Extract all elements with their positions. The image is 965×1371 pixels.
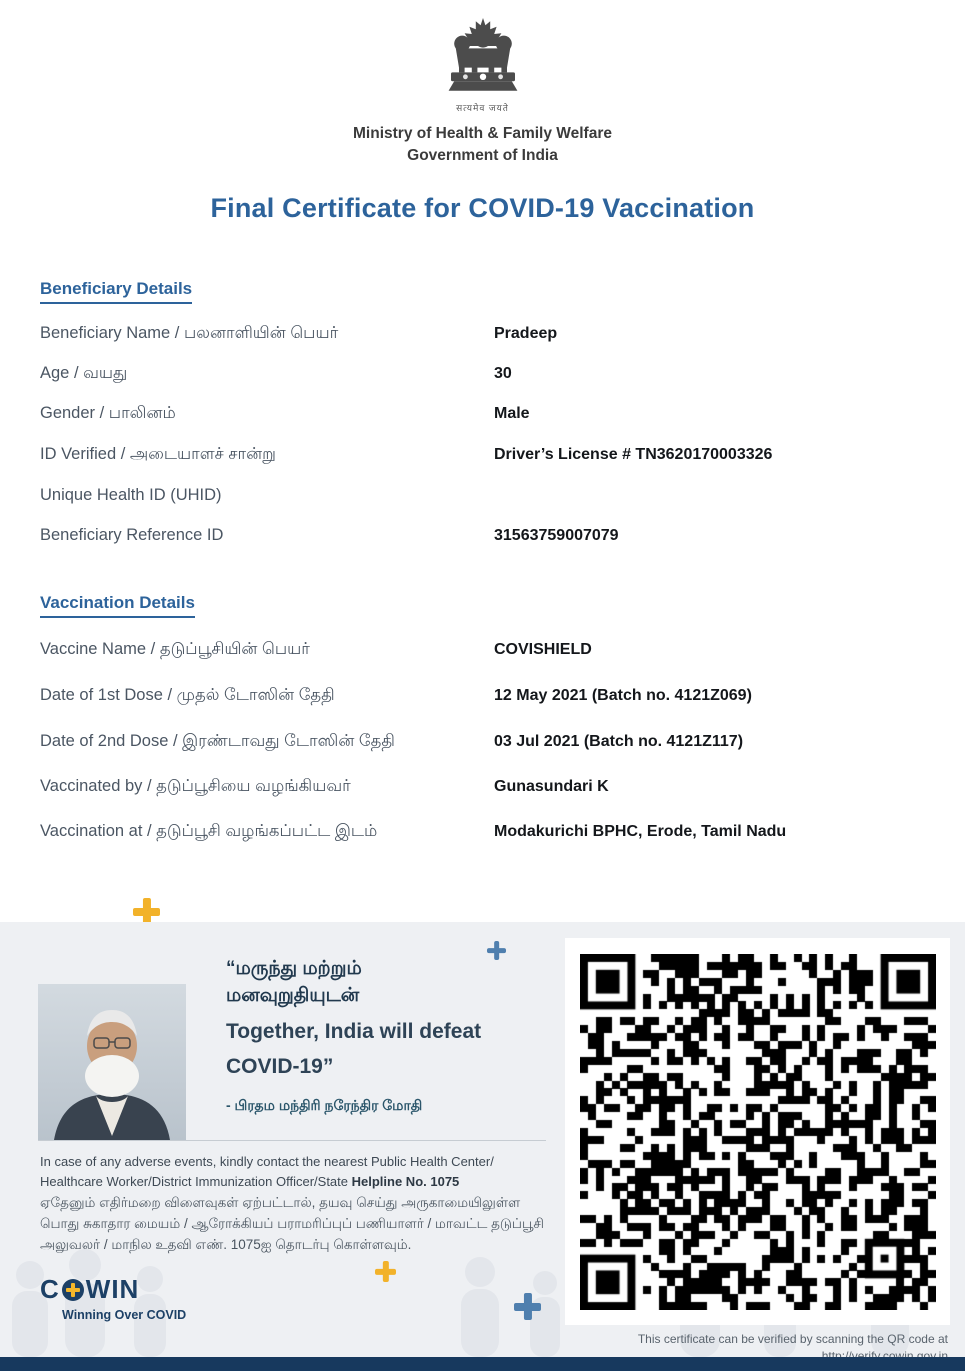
field-label: Vaccination at / தடுப்பூசி வழங்கப்பட்ட இடம்	[40, 822, 378, 840]
field-value: Modakurichi BPHC, Erode, Tamil Nadu	[494, 823, 787, 840]
divider-line	[38, 1140, 546, 1141]
plus-decoration-icon	[487, 941, 506, 960]
beneficiary-row	[0, 324, 965, 350]
vaccination-row	[0, 822, 965, 848]
field-value: 03 Jul 2021 (Batch no. 4121Z117)	[494, 733, 744, 750]
emblem-motto: सत्यमेव जयते	[456, 103, 509, 113]
adverse-events-notice-en	[40, 1152, 508, 1191]
beneficiary-row	[0, 486, 965, 512]
national-emblem-icon	[435, 16, 531, 100]
beneficiary-details-heading: Beneficiary Details	[40, 279, 192, 304]
field-label: Unique Health ID (UHID)	[40, 486, 222, 504]
quote-english-line2: COVID-19”	[226, 1054, 334, 1078]
field-label: Age / வயது	[40, 364, 128, 382]
quote-tamil-line2: மனவுறுதியுடன்	[226, 984, 360, 1006]
cowin-tagline: Winning Over COVID	[62, 1308, 187, 1322]
vaccination-row	[0, 686, 965, 712]
plus-decoration-icon	[133, 898, 160, 925]
field-label: Beneficiary Reference ID	[40, 526, 224, 544]
field-value: COVISHIELD	[494, 641, 592, 658]
ministry-line2: Government of India	[407, 146, 558, 164]
cowin-plus-icon	[62, 1279, 84, 1301]
qr-code	[580, 954, 936, 1310]
certificate-header	[0, 16, 965, 166]
field-label: Vaccinated by / தடுப்பூசியை வழங்கியவர்	[40, 777, 351, 795]
vaccination-row	[0, 777, 965, 803]
ministry-line1: Ministry of Health & Family Welfare	[353, 125, 612, 142]
field-value: 12 May 2021 (Batch no. 4121Z069)	[494, 687, 752, 704]
plus-decoration-icon	[514, 1293, 541, 1320]
field-label: Beneficiary Name / பலனாளியின் பெயர்	[40, 324, 339, 342]
pm-quote	[226, 956, 556, 1116]
vaccination-details-heading: Vaccination Details	[40, 593, 195, 618]
beneficiary-row	[0, 445, 965, 471]
footer-banner	[0, 922, 965, 1357]
field-value: Pradeep	[494, 325, 558, 342]
qr-code-panel	[565, 938, 950, 1325]
beneficiary-row	[0, 364, 965, 390]
pm-photo	[38, 984, 186, 1140]
beneficiary-row	[0, 526, 965, 552]
cowin-logo-win: WIN	[85, 1274, 140, 1304]
field-value: 31563759007079	[494, 527, 619, 544]
quote-tamil-line1: “மருந்து மற்றும்	[226, 958, 362, 979]
beneficiary-row	[0, 404, 965, 430]
field-label: Date of 1st Dose / முதல் டோஸின் தேதி	[40, 686, 335, 704]
footer-bar	[0, 1357, 965, 1371]
certificate-title: Final Certificate for COVID-19 Vaccination	[210, 193, 755, 223]
quote-attribution: - பிரதம மந்திரி நரேந்திர மோதி	[226, 1097, 423, 1114]
plus-decoration-icon	[375, 1261, 396, 1282]
adverse-en-text: In case of any adverse events, kindly contact the nearest Public Health Center/ Healthcare Worker/District Immunization Officer/State	[40, 1154, 494, 1189]
field-value: Driver’s License # TN3620170003326	[494, 446, 773, 463]
field-label: Date of 2nd Dose / இரண்டாவது டோஸின் தேதி	[40, 732, 395, 750]
quote-english	[226, 1015, 556, 1084]
quote-english-line1: Together, India will defeat	[226, 1020, 482, 1044]
qr-caption-line1: This certificate can be verified by scanning the QR code at	[637, 1332, 948, 1346]
field-value: Male	[494, 405, 530, 422]
field-label: Vaccine Name / தடுப்பூசியின் பெயர்	[40, 640, 310, 658]
helpline-number: Helpline No. 1075	[351, 1173, 460, 1189]
cowin-logo	[40, 1274, 186, 1322]
cowin-logo-c: C	[40, 1274, 60, 1304]
field-label: Gender / பாலினம்	[40, 404, 176, 422]
field-value: 30	[494, 365, 512, 382]
adverse-events-notice-ta: ஏதேனும் எதிர்மறை விளைவுகள் ஏற்பட்டால், தயவு செய்து அருகாமையிலுள்ள பொது சுகாதார மையம் / ஆரோக்கியப் பராமரிப்புப் பணியாளர் / மாவட்ட தடுப்பூசி அலுவலர் / மாநில உதவி எண். 1075ஐ தொடர்பு கொள்ளவும்.	[40, 1195, 544, 1252]
vaccination-row	[0, 640, 965, 666]
field-value: Gunasundari K	[494, 778, 609, 795]
vaccination-row	[0, 732, 965, 758]
ministry-name	[0, 123, 965, 166]
field-label: ID Verified / அடையாளச் சான்று	[40, 445, 276, 463]
